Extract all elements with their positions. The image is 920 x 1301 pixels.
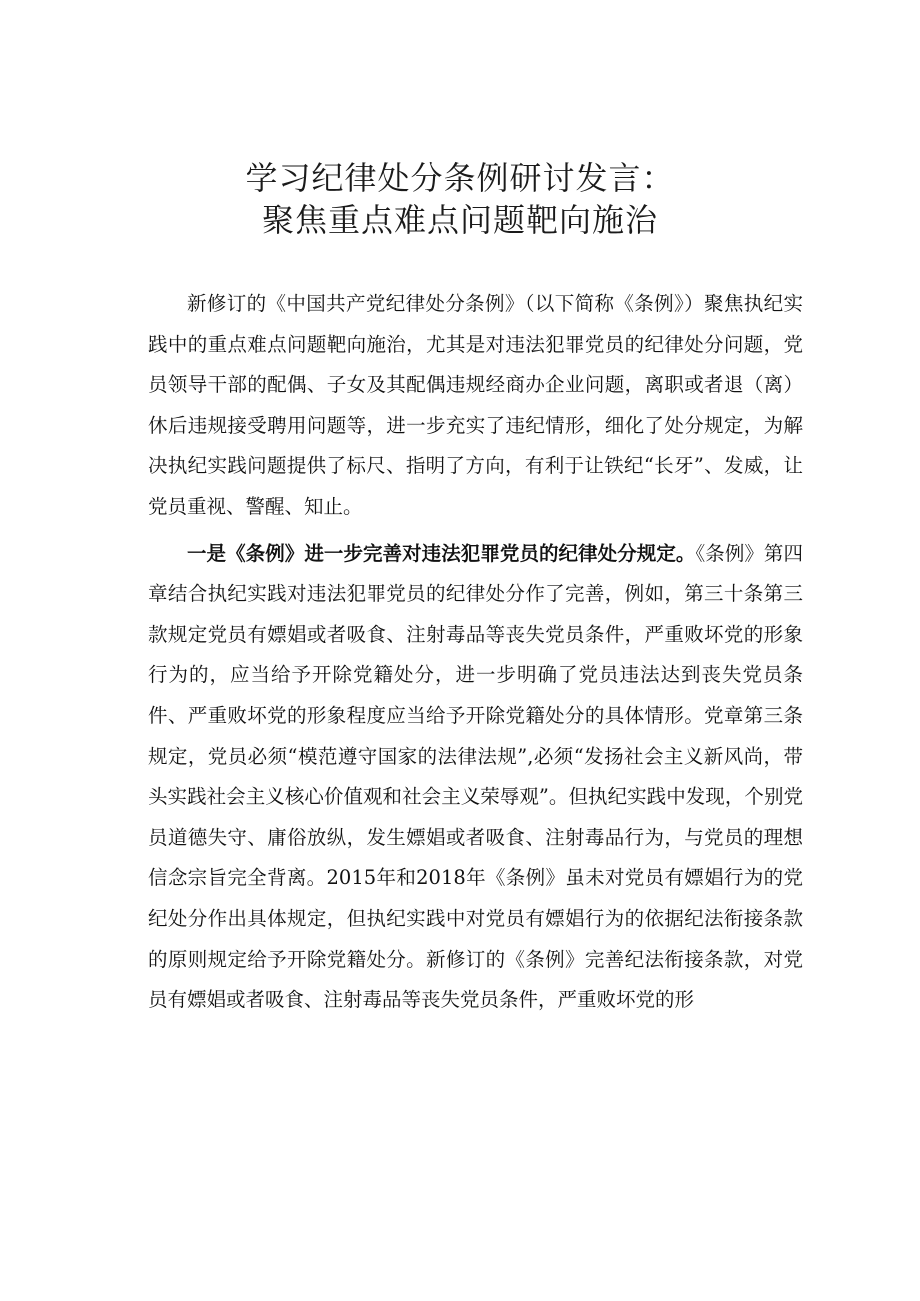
document-body [148,284,803,1021]
paragraph-point-one-body: 《条例》第四章结合执纪实践对违法犯罪党员的纪律处分作了完善，例如，第三十条第三款规定党员有嫖娼或者吸食、注射毒品等丧失党员条件，严重败坏党的形象行为的，应当给予开除党籍处分，进一步明确了党员违法达到丧失党员条件、严重败坏党的形象程度应当给予开除党籍处分的具体情形。党章第三条规定，党员必须“模范遵守国家的法律法规”,必须“发扬社会主义新风尚，带头实践社会主义核心价值观和社会主义荣辱观”。但执纪实践中发现，个别党员道德失守、庸俗放纵，发生嫖娼或者吸食、注射毒品行为，与党员的理想信念宗旨完全背离。2015年和2018年《条例》虽未对党员有嫖娼行为的党纪处分作出具体规定，但执纪实践中对党员有嫖娼行为的依据纪法衔接条款的原则规定给予开除党籍处分。新修订的《条例》完善纪法衔接条款，对党员有嫖娼或者吸食、注射毒品等丧失党员条件，严重败坏党的形 [148,541,803,1012]
document-title-line-1: 学习纪律处分条例研讨发言： [245,159,675,197]
paragraph-intro: 新修订的《中国共产党纪律处分条例》（以下简称《条例》）聚焦执纪实践中的重点难点问题靶向施治，尤其是对违法犯罪党员的纪律处分问题，党员领导干部的配偶、子女及其配偶违规经商办企业问题，离职或者退（离）休后违规接受聘用问题等，进一步充实了违纪情形，细化了处分规定，为解决执纪实践问题提供了标尺、指明了方向，有利于让铁纪“长牙”、发威，让党员重视、警醒、知止。 [148,292,803,518]
paragraph-point-one-lead: 一是《条例》进一步完善对违法犯罪党员的纪律处分规定。 [187,541,696,565]
paragraph-point-one [148,534,803,1021]
document-title-line-2: 聚焦重点难点问题靶向施治 [261,201,658,239]
